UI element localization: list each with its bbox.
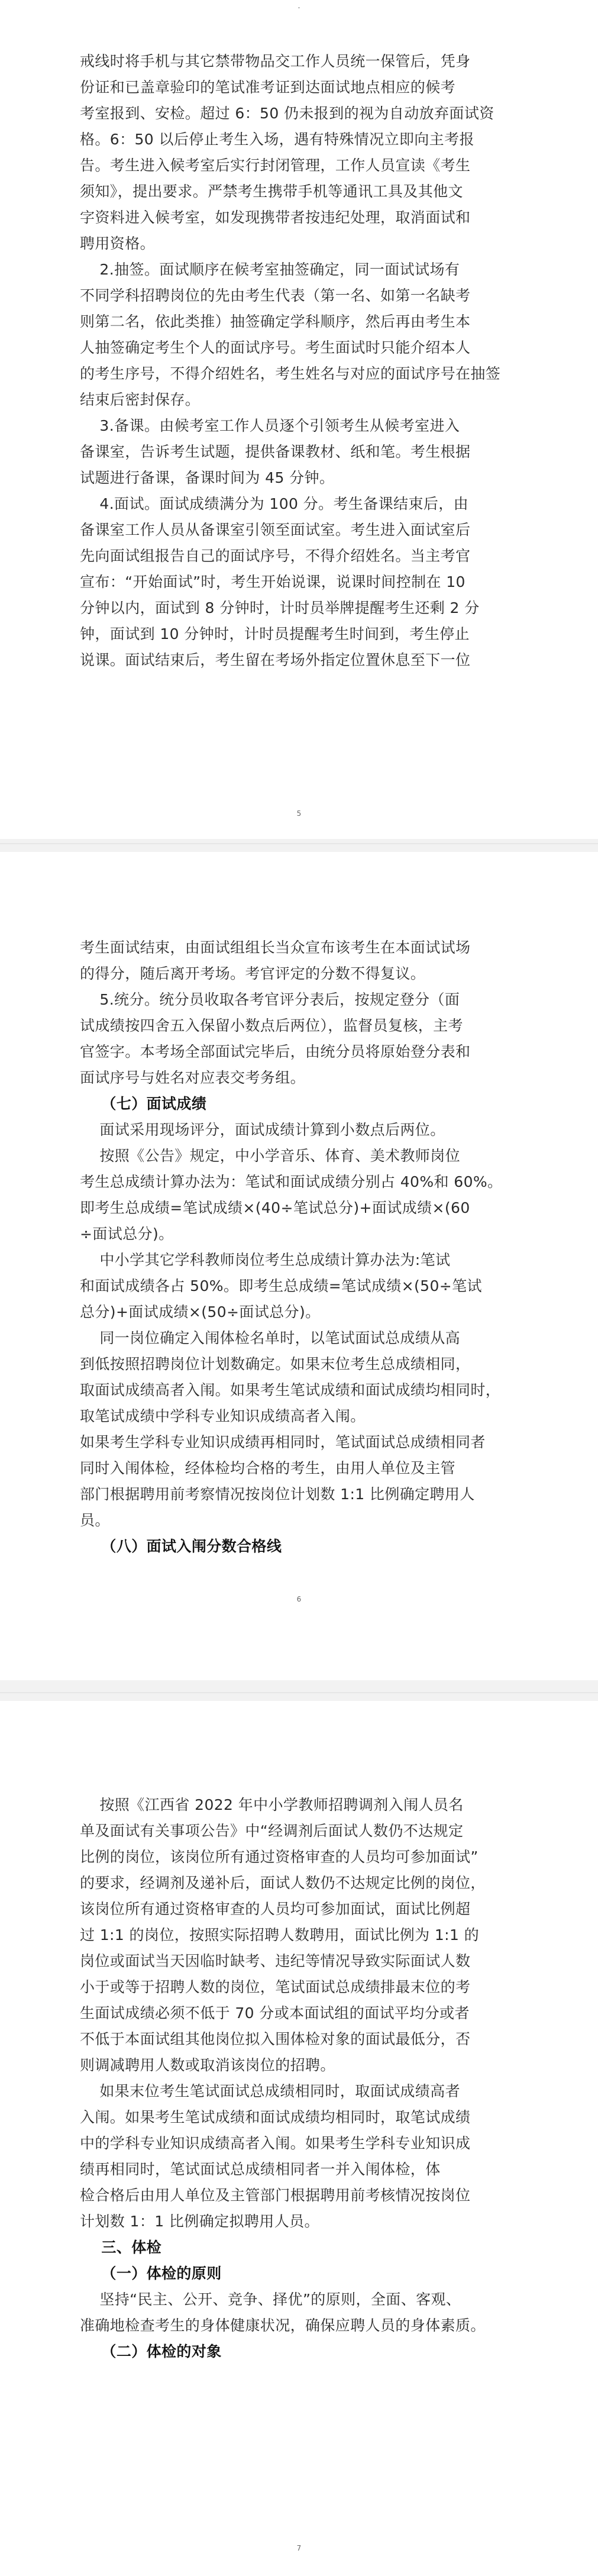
text-line: 过 1:1 的岗位，按照实际招聘人数聘用，面试比例为 1:1 的 [80,1926,480,1944]
text-line: 考生总成绩计算办法为：笔试和面试成绩分别占 40%和 60%。 [80,1173,503,1190]
text-line: 面试采用现场评分，面试成绩计算到小数点后两位。 [80,1121,445,1138]
text-line: 考生面试结束，由面试组组长当众宣布该考生在本面试试场 [80,939,471,956]
text-line: 先向面试组报告自己的面试序号，不得介绍姓名。当主考官 [80,547,471,564]
text-line: 生面试成绩必须不低于 70 分或本面试组的面试平均分或者 [80,2004,470,2022]
text-line: 不同学科招聘岗位的先由考生代表（第一名、如第一名缺考 [80,287,471,304]
text-line: ÷面试总分)。 [80,1225,174,1242]
text-line: 即考生总成绩=笔试成绩×(40÷笔试总分)+面试成绩×(60 [80,1199,470,1216]
text-line: 的要求，经调剂及递补后，面试人数仍不达规定比例的岗位， [80,1874,486,1891]
text-line: 官签字。本考场全部面试完毕后，由统分员将原始登分表和 [80,1043,471,1060]
text-line: 说课。面试结束后，考生留在考场外指定位置休息至下一位 [80,651,471,669]
text-line: 分钟以内，面试到 8 分钟时，计时员举牌提醒考生还剩 2 分 [80,599,480,616]
text-line: 按照《公告》规定，中小学音乐、体育、美术教师岗位 [80,1147,460,1164]
text-line: 备课室工作人员从备课室引领至面试室。考生进入面试室后 [80,521,471,538]
text-line: 绩再相同时，笔试面试总成绩相同者一并入闱体检，体 [80,2161,441,2178]
text-line: 坚持“民主、公开、竞争、择优”的原则，全面、客观、 [80,2291,461,2308]
text-line: 3.备课。由候考室工作人员逐个引领考生从候考室进入 [80,417,460,434]
text-line: 份证和已盖章验印的笔试准考证到达面试地点相应的候考 [80,79,456,96]
text-line: 字资料进入候考室，如发现携带者按违纪处理，取消面试和 [80,209,471,226]
page-separator [0,843,598,844]
text-line: 部门根据聘用前考察情况按岗位计划数 1:1 比例确定聘用人 [80,1486,475,1503]
page-separator [0,1692,598,1693]
text-line: 和面试成绩各占 50%。即考生总成绩=笔试成绩×(50÷笔试 [80,1277,482,1295]
text-line: 不低于本面试组其他岗位拟入围体检对象的面试最低分，否 [80,2031,471,2048]
page-body-text [80,49,521,673]
text-line: 结束后密封保存。 [80,391,201,408]
text-line: 宣布：“开始面试”时，考生开始说课，说课时间控制在 10 [80,573,466,590]
page-number: 7 [296,2544,302,2552]
text-line: 试成绩按四舍五入保留小数点后两位），监督员复核，主考 [80,1017,463,1034]
text-line: 到低按照招聘岗位计划数确定。如果末位考生总成绩相同， [80,1355,471,1373]
text-line: 取面试成绩高者入闱。如果考生笔试成绩和面试成绩均相同时， [80,1381,501,1399]
text-line: 则第二名，依此类推）抽签确定学科顺序，然后再由考生本 [80,313,471,330]
page-body-text [80,935,521,1560]
text-line: 如果末位考生笔试面试总成绩相同时，取面试成绩高者 [80,2083,460,2100]
text-line: 的考生序号，不得介绍姓名，考生姓名与对应的面试序号在抽签 [80,365,501,382]
text-line: 取笔试成绩中学科专业知识成绩高者入闱。 [80,1408,366,1425]
text-line: 同一岗位确定入闱体检名单时，以笔试面试总成绩从高 [80,1329,460,1347]
text-line: 告。考生进入候考室后实行封闭管理，工作人员宣读《考生 [80,157,471,174]
text-line: 单及面试有关事项公告》中“经调剂后面试人数仍不达规定 [80,1822,464,1839]
text-line: 备课室，告诉考生试题，提供备课教材、纸和笔。考生根据 [80,443,471,460]
document-page-7 [0,1701,598,2576]
page-number: 5 [296,809,302,818]
text-line: 聘用资格。 [80,235,156,252]
section-heading: 三、体检 [80,2239,162,2256]
text-line: 小于或等于招聘人数的岗位，笔试面试总成绩排最末位的考 [80,1978,471,1996]
section-heading: （七）面试成绩 [80,1095,207,1112]
text-line: 准确地检查考生的身体健康状况，确保应聘人员的身体素质。 [80,2317,486,2334]
text-line: 入闱。如果考生笔试成绩和面试成绩均相同时，取笔试成绩 [80,2109,471,2126]
section-heading: （八）面试入闱分数合格线 [80,1538,282,1555]
text-line: 按照《江西省 2022 年中小学教师招聘调剂入闱人员名 [80,1796,464,1813]
text-line: 计划数 1：1 比例确定拟聘用人员。 [80,2213,319,2230]
text-line: 则调减聘用人数或取消该岗位的招聘。 [80,2057,335,2074]
text-line: 该岗位所有通过资格审查的人员均可参加面试，面试比例超 [80,1900,471,1918]
text-line: 总分)+面试成绩×(50÷面试总分)。 [80,1303,321,1321]
text-line: 检合格后由用人单位及主管部门根据聘用前考核情况按岗位 [80,2187,471,2204]
text-line: 戒线时将手机与其它禁带物品交工作人员统一保管后，凭身 [80,53,471,70]
text-line: 员。 [80,1512,110,1529]
page-number: 6 [296,1595,302,1603]
text-line: 须知》，提出要求。严禁考生携带手机等通讯工具及其他文 [80,183,463,200]
page-body-text [80,1766,521,2365]
text-line: 格。6：50 以后停止考生入场，遇有特殊情况立即向主考报 [80,131,474,148]
text-line: 2.抽签。面试顺序在候考室抽签确定，同一面试试场有 [80,261,460,278]
document-page-5 [0,0,598,839]
text-line: 同时入闱体检，经体检均合格的考生，由用人单位及主管 [80,1460,456,1477]
text-line: 考室报到、安检。超过 6：50 仍未报到的视为自动放弃面试资 [80,105,494,122]
text-line [80,1766,521,1792]
text-line: 面试序号与姓名对应表交考务组。 [80,1069,306,1086]
text-line: 中的学科专业知识成绩高者入闱。如果考生学科专业知识成 [80,2135,471,2152]
text-line: 比例的岗位，该岗位所有通过资格审查的人员均可参加面试” [80,1848,479,1865]
text-line: 岗位或面试当天因临时缺考、违纪等情况导致实际面试人数 [80,1952,471,1970]
text-line: 的得分，随后离开考场。考官评定的分数不得复议。 [80,965,426,982]
text-line: 如果考生学科专业知识成绩再相同时，笔试面试总成绩相同者 [80,1434,486,1451]
text-line: 试题进行备课，备课时间为 45 分钟。 [80,469,335,486]
text-line: 中小学其它学科教师岗位考生总成绩计算办法为:笔试 [80,1251,451,1268]
document-page-6 [0,852,598,1680]
section-heading: （二）体检的对象 [80,2343,222,2360]
section-heading: （一）体检的原则 [80,2265,222,2282]
page-top-mark: · [298,4,300,13]
text-line: 人抽签确定考生个人的面试序号。考生面试时只能介绍本人 [80,339,471,356]
text-line: 5.统分。统分员收取各考官评分表后，按规定登分（面 [80,991,460,1008]
text-line: 4.面试。面试成绩满分为 100 分。考生备课结束后，由 [80,495,469,512]
text-line: 钟，面试到 10 分钟时，计时员提醒考生时间到，考生停止 [80,625,470,643]
